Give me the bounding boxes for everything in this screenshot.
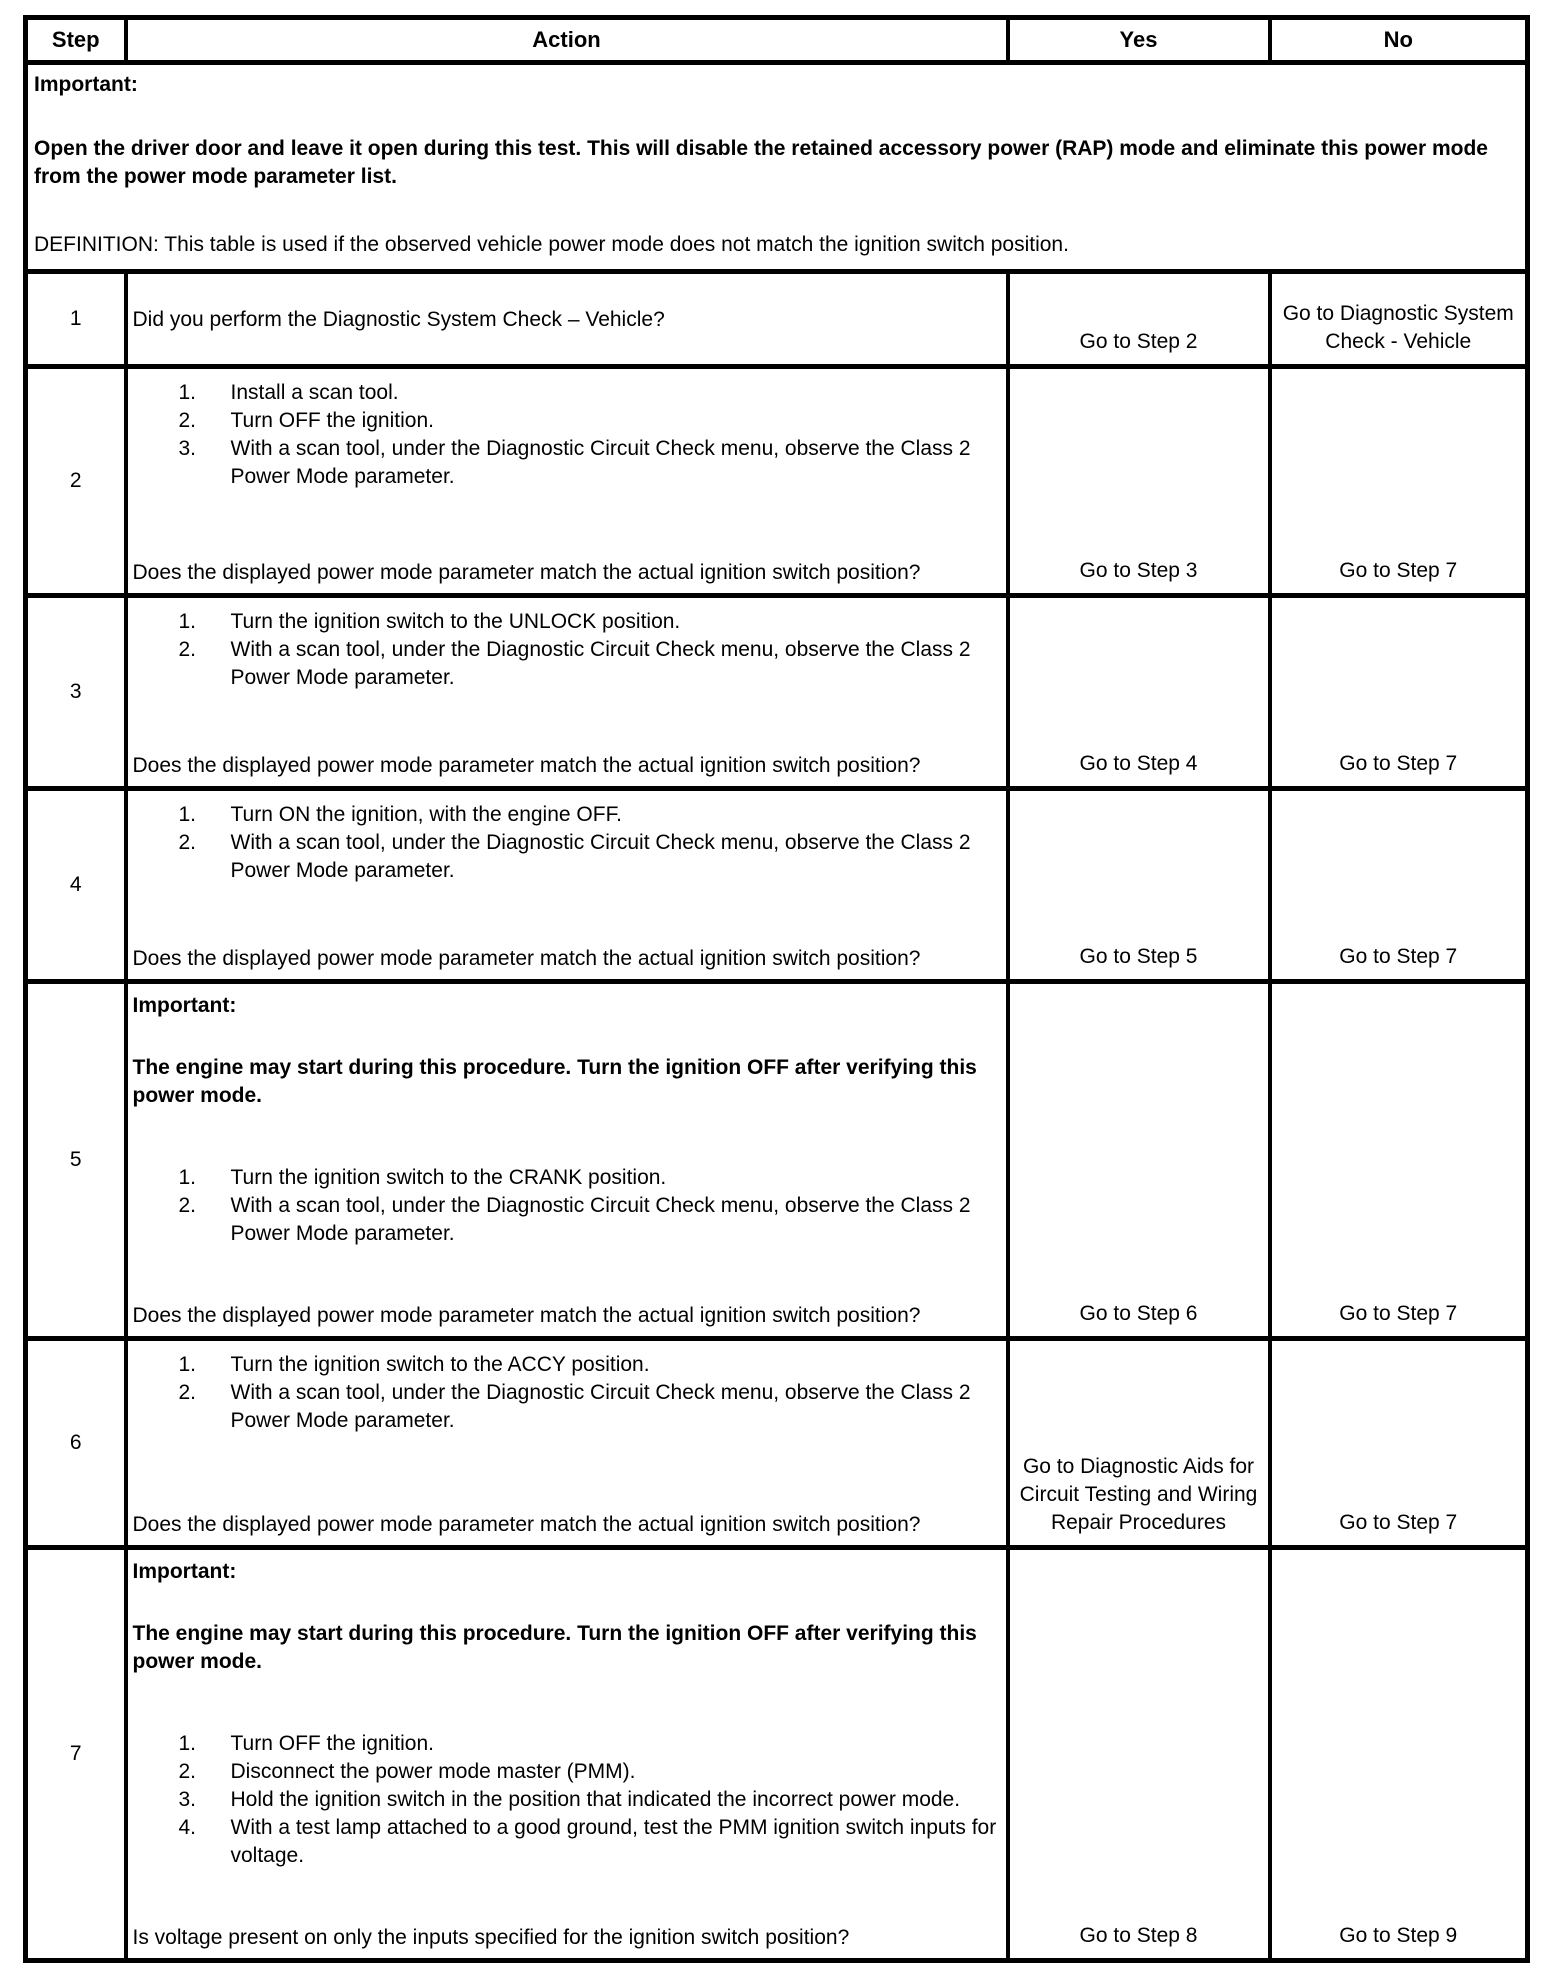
list-item-text: Turn ON the ignition, with the engine OFF. — [230, 803, 622, 826]
action-cell — [126, 789, 1008, 982]
action-cell — [126, 596, 1008, 789]
list-item-number: 1. — [178, 1166, 197, 1189]
step-number-cell — [26, 367, 126, 596]
action-list-item — [179, 379, 998, 407]
no-cell — [1270, 982, 1528, 1339]
no-text: Go to Step 9 — [1339, 1924, 1458, 1947]
yes-cell — [1008, 1548, 1270, 1961]
step-row — [26, 982, 1528, 1339]
action-cell — [126, 367, 1008, 596]
no-text: Go to Step 7 — [1339, 1511, 1458, 1534]
action-list-item — [179, 829, 998, 885]
step-number: 2 — [69, 469, 82, 492]
step-row — [26, 367, 1528, 596]
preamble-definition: DEFINITION: This table is used if the observed vehicle power mode does not match the ignition switch position. — [34, 233, 1069, 256]
list-item-number: 2. — [178, 638, 197, 661]
action-question: Does the displayed power mode parameter match the actual ignition switch position? — [132, 754, 921, 777]
list-item-text: With a scan tool, under the Diagnostic Circuit Check menu, observe the Class 2 Power Mode parameter. — [230, 437, 971, 488]
yes-cell — [1008, 789, 1270, 982]
preamble-important-body: Open the driver door and leave it open during this test. This will disable the retained accessory power (RAP) mode and eliminate this power mode from the power mode parameter list. — [34, 137, 1488, 188]
yes-text: Go to Step 8 — [1079, 1924, 1198, 1947]
action-content — [133, 1349, 998, 1539]
step-row — [26, 789, 1528, 982]
no-text: Go to Step 7 — [1339, 752, 1458, 775]
diagnostic-table — [23, 15, 1530, 1963]
yes-cell — [1008, 367, 1270, 596]
no-cell — [1270, 789, 1528, 982]
action-content — [133, 282, 998, 358]
step-number: 6 — [69, 1431, 82, 1454]
important-body: The engine may start during this procedure. Turn the ignition OFF after verifying this power mode. — [132, 1056, 977, 1107]
important-body: The engine may start during this procedure. Turn the ignition OFF after verifying this power mode. — [132, 1622, 977, 1673]
action-question: Does the displayed power mode parameter match the actual ignition switch position? — [132, 1304, 921, 1327]
action-list — [133, 1164, 998, 1248]
preamble-important-label: Important: — [34, 73, 138, 96]
preamble-cell — [26, 63, 1528, 272]
yes-text: Go to Step 2 — [1079, 330, 1198, 353]
action-cell — [126, 272, 1008, 367]
yes-cell — [1008, 982, 1270, 1339]
step-row — [26, 596, 1528, 789]
action-list — [133, 379, 998, 491]
action-list-item — [179, 435, 998, 491]
step-number: 5 — [69, 1148, 82, 1171]
no-cell — [1270, 1339, 1528, 1548]
list-item-text: With a scan tool, under the Diagnostic Circuit Check menu, observe the Class 2 Power Mode parameter. — [230, 1194, 971, 1245]
no-cell — [1270, 272, 1528, 367]
col-header-no: No — [1270, 18, 1528, 63]
action-list-item — [179, 1814, 998, 1870]
action-question: Does the displayed power mode parameter match the actual ignition switch position? — [132, 1513, 921, 1536]
list-item-number: 2. — [178, 1381, 197, 1404]
list-item-number: 1. — [178, 803, 197, 826]
list-item-text: Hold the ignition switch in the position that indicated the incorrect power mode. — [230, 1788, 961, 1811]
list-item-text: With a scan tool, under the Diagnostic Circuit Check menu, observe the Class 2 Power Mode parameter. — [230, 831, 971, 882]
yes-text: Go to Step 3 — [1079, 559, 1198, 582]
step-row — [26, 1339, 1528, 1548]
action-cell — [126, 1339, 1008, 1548]
important-label: Important: — [132, 994, 237, 1017]
action-question: Is voltage present on only the inputs specified for the ignition switch position? — [132, 1926, 850, 1949]
list-item-text: With a scan tool, under the Diagnostic Circuit Check menu, observe the Class 2 Power Mode parameter. — [230, 1381, 971, 1432]
action-list-item — [179, 1786, 998, 1814]
list-item-number: 1. — [178, 1353, 197, 1376]
step-row — [26, 272, 1528, 367]
preamble-row — [26, 63, 1528, 272]
action-cell — [126, 982, 1008, 1339]
list-item-number: 2. — [178, 1760, 197, 1783]
action-content — [133, 377, 998, 587]
list-item-number: 2. — [178, 409, 197, 432]
step-number-cell — [26, 272, 126, 367]
list-item-number: 2. — [178, 831, 197, 854]
action-list — [133, 608, 998, 692]
list-item-text: Turn the ignition switch to the CRANK position. — [230, 1166, 667, 1189]
action-content — [133, 992, 998, 1330]
list-item-number: 1. — [178, 1732, 197, 1755]
step-number-cell — [26, 982, 126, 1339]
important-label: Important: — [132, 1560, 237, 1583]
action-list — [133, 1351, 998, 1435]
no-cell — [1270, 367, 1528, 596]
list-item-text: Install a scan tool. — [230, 381, 399, 404]
action-content — [133, 799, 998, 973]
no-cell — [1270, 596, 1528, 789]
action-list-item — [179, 801, 998, 829]
action-cell — [126, 1548, 1008, 1961]
no-cell — [1270, 1548, 1528, 1961]
list-item-text: Turn the ignition switch to the UNLOCK position. — [230, 610, 681, 633]
list-item-text: Turn OFF the ignition. — [230, 1732, 434, 1755]
list-item-number: 2. — [178, 1194, 197, 1217]
yes-cell — [1008, 596, 1270, 789]
action-content — [133, 606, 998, 780]
col-header-action: Action — [126, 18, 1008, 63]
list-item-number: 3. — [178, 437, 197, 460]
list-item-text: With a scan tool, under the Diagnostic Circuit Check menu, observe the Class 2 Power Mode parameter. — [230, 638, 971, 689]
yes-text: Go to Step 5 — [1079, 945, 1198, 968]
step-number-cell — [26, 596, 126, 789]
step-number: 4 — [69, 873, 82, 896]
list-item-text: Disconnect the power mode master (PMM). — [230, 1760, 636, 1783]
step-number-cell — [26, 789, 126, 982]
action-list-item — [179, 1730, 998, 1758]
action-question: Does the displayed power mode parameter match the actual ignition switch position? — [132, 561, 921, 584]
header-row — [26, 18, 1528, 63]
no-text: Go to Step 7 — [1339, 945, 1458, 968]
list-item-number: 1. — [178, 381, 197, 404]
step-number: 1 — [69, 307, 82, 330]
col-header-yes: Yes — [1008, 18, 1270, 63]
no-text: Go to Step 7 — [1339, 1302, 1458, 1325]
list-item-number: 1. — [178, 610, 197, 633]
action-question: Does the displayed power mode parameter match the actual ignition switch position? — [132, 947, 921, 970]
list-item-text: With a test lamp attached to a good ground, test the PMM ignition switch inputs for voltage. — [230, 1816, 997, 1867]
action-list — [133, 1730, 998, 1870]
list-item-text: Turn the ignition switch to the ACCY position. — [230, 1353, 650, 1376]
list-item-number: 3. — [178, 1788, 197, 1811]
yes-cell — [1008, 1339, 1270, 1548]
yes-text: Go to Step 6 — [1079, 1302, 1198, 1325]
yes-text: Go to Step 4 — [1079, 752, 1198, 775]
action-list — [133, 801, 998, 885]
step-row — [26, 1548, 1528, 1961]
no-text: Go to Diagnostic System Check - Vehicle — [1282, 302, 1514, 353]
action-content — [133, 1558, 998, 1952]
step-number: 3 — [69, 680, 82, 703]
action-list-item — [179, 1192, 998, 1248]
yes-cell — [1008, 272, 1270, 367]
action-list-item — [179, 1758, 998, 1786]
action-question: Did you perform the Diagnostic System Check – Vehicle? — [132, 308, 665, 331]
action-list-item — [179, 1379, 998, 1435]
action-list-item — [179, 1164, 998, 1192]
step-number-cell — [26, 1548, 126, 1961]
action-list-item — [179, 608, 998, 636]
step-number-cell — [26, 1339, 126, 1548]
step-number: 7 — [69, 1742, 82, 1765]
action-list-item — [179, 407, 998, 435]
action-list-item — [179, 636, 998, 692]
col-header-step: Step — [26, 18, 126, 63]
list-item-number: 4. — [178, 1816, 197, 1839]
yes-text: Go to Diagnostic Aids for Circuit Testing and Wiring Repair Procedures — [1019, 1455, 1258, 1534]
no-text: Go to Step 7 — [1339, 559, 1458, 582]
action-list-item — [179, 1351, 998, 1379]
list-item-text: Turn OFF the ignition. — [230, 409, 434, 432]
